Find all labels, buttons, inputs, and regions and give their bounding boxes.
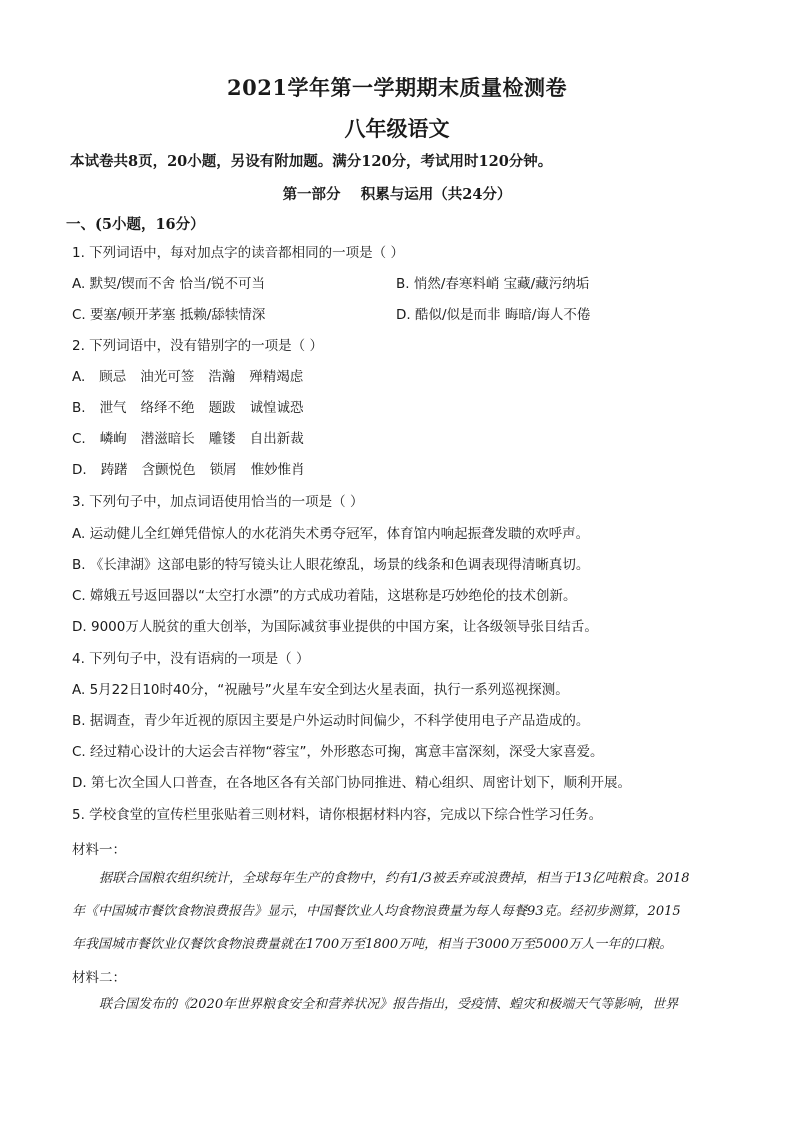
question-1-option-d: D. 酷似/似是而非 晦暗/诲人不倦 xyxy=(396,307,591,323)
question-2-option-a xyxy=(72,371,303,385)
material-2-line: 联合国发布的《2020年世界粮食安全和营养状况》报告指出，受疫情、蝗灾和极端天气等影响，世界 xyxy=(99,997,679,1012)
question-4-option-d: D. 第七次全国人口普查，在各地区各有关部门协同推进、精心组织、周密计划下，顺利开展。 xyxy=(72,775,631,791)
question-1-option-c: C. 要塞/顿开茅塞 抵赖/舔犊情深 xyxy=(72,307,266,323)
option-word: 浩瀚 xyxy=(208,369,236,385)
question-3-option-d: D. 9000万人脱贫的重大创举，为国际减贫事业提供的中国方案，让各级领导张目结舌。 xyxy=(72,619,598,635)
option-letter: A. xyxy=(72,369,86,385)
option-word: 泄气 xyxy=(99,400,127,416)
exam-subtitle: 八年级语文 xyxy=(344,116,450,141)
question-1-option-b: B. 悄然/春寒料峭 宝藏/藏污纳垢 xyxy=(396,276,590,292)
material-1-line: 年我国城市餐饮业仅餐饮食物浪费量就在1700万至1800万吨，相当于3000万至5000万人一年的口粮。 xyxy=(72,937,673,952)
option-word: 顾忌 xyxy=(99,369,127,385)
section-heading: 一、(5小题，16分） xyxy=(66,216,205,233)
option-word: 题跋 xyxy=(208,400,236,416)
question-2-option-c xyxy=(72,433,304,447)
option-word: 锁屑 xyxy=(209,462,237,478)
question-1-stem: 1. 下列词语中，每对加点字的读音都相同的一项是（ ） xyxy=(72,245,404,261)
option-word: 惟妙惟肖 xyxy=(250,462,305,478)
option-word: 嶙峋 xyxy=(99,431,127,447)
option-letter: C. xyxy=(72,431,86,447)
question-2-option-d xyxy=(72,464,305,478)
option-word: 殚精竭虑 xyxy=(249,369,304,385)
question-3-option-c: C. 嫦娥五号返回器以“太空打水漂”的方式成功着陆，这堪称是巧妙绝伦的技术创新。 xyxy=(72,588,577,604)
question-3-stem: 3. 下列句子中，加点词语使用恰当的一项是（ ） xyxy=(72,494,364,510)
question-4-option-a: A. 5月22日10时40分，“祝融号”火星车安全到达火星表面，执行一系列巡视探测。 xyxy=(72,682,569,698)
option-word: 雕镂 xyxy=(208,431,236,447)
option-word: 诚惶诚恐 xyxy=(249,400,304,416)
question-2-stem: 2. 下列词语中，没有错别字的一项是（ ） xyxy=(72,338,323,354)
option-word: 络绎不绝 xyxy=(140,400,195,416)
material-1-line: 年《中国城市餐饮食物浪费报告》显示，中国餐饮业人均食物浪费量为每人每餐93克。经初步测算，2015 xyxy=(72,904,681,919)
option-word: 油光可签 xyxy=(140,369,195,385)
question-3-option-a: A. 运动健儿全红婵凭借惊人的水花消失术勇夺冠军，体育馆内响起振聋发聩的欢呼声。 xyxy=(72,526,590,542)
option-letter: D. xyxy=(72,462,87,478)
question-1-option-a: A. 默契/锲而不舍 恰当/锐不可当 xyxy=(72,276,265,292)
option-word: 潜滋暗长 xyxy=(140,431,195,447)
question-4-option-b: B. 据调查，青少年近视的原因主要是户外运动时间偏少，不科学使用电子产品造成的。 xyxy=(72,713,590,729)
material-1-label: 材料一： xyxy=(72,842,126,858)
question-4-option-c: C. 经过精心设计的大运会吉祥物“蓉宝”，外形憨态可掬，寓意丰富深刻，深受大家喜爱。 xyxy=(72,744,604,760)
question-2-option-b xyxy=(72,402,304,416)
material-2-label: 材料二： xyxy=(72,970,126,986)
material-1-line: 据联合国粮农组织统计，全球每年生产的食物中，约有1/3被丢弃或浪费掉，相当于13亿吨粮食。2018 xyxy=(99,871,690,886)
option-word: 含颤悦色 xyxy=(141,462,196,478)
question-4-stem: 4. 下列句子中，没有语病的一项是（ ） xyxy=(72,651,310,667)
option-letter: B. xyxy=(72,400,86,416)
option-word: 踌躇 xyxy=(100,462,128,478)
question-5-stem: 5. 学校食堂的宣传栏里张贴着三则材料，请你根据材料内容，完成以下综合性学习任务。 xyxy=(72,807,603,823)
exam-intro: 本试卷共8页，20小题，另设有附加题。满分120分，考试用时120分钟。 xyxy=(70,153,553,170)
part-title: 第一部分 积累与运用（共24分） xyxy=(282,186,512,203)
option-word: 自出新裁 xyxy=(249,431,304,447)
question-3-option-b: B. 《长津湖》这部电影的特写镜头让人眼花缭乱，场景的线条和色调表现得清晰真切。 xyxy=(72,557,590,573)
exam-title: 2021学年第一学期期末质量检测卷 xyxy=(227,75,567,100)
